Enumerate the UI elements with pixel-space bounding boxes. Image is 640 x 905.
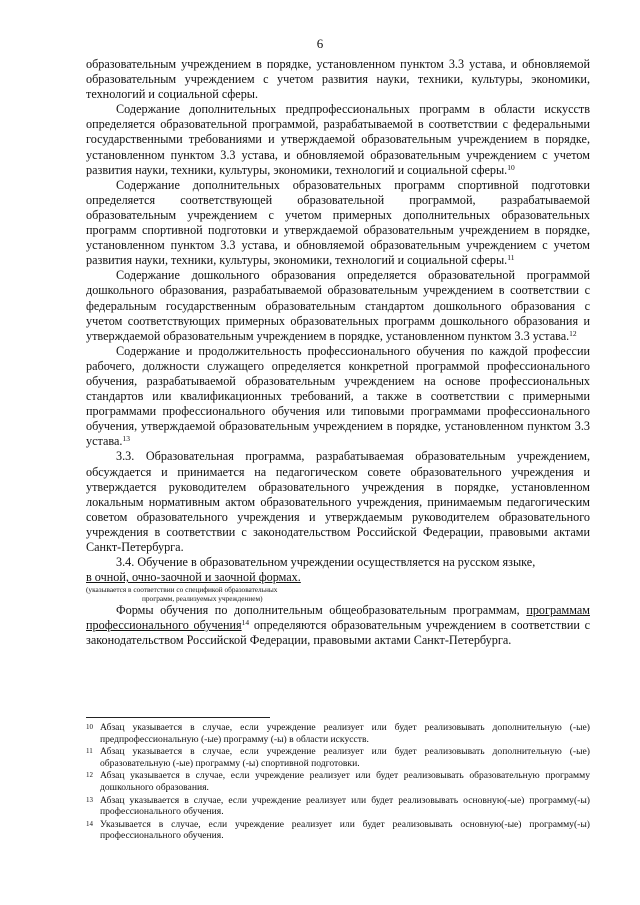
footnote-11 [86, 746, 590, 769]
footnote-text: Абзац указывается в случае, если учреждение реализует или будет реализовывать дополнительную (-ые) образовательную (-ые) программу (-ы) спортивной подготовки. [100, 746, 590, 769]
paragraph-preschool: Содержание дошкольного образования определяется образовательной программой дошкольного образования, разрабатываемой образовательным учреждением в соответствии с федеральным государственным образовательным стандартом дошкольного образования с учетом соответствующих примерных образовательных программ дошкольного образования и утверждаемой образовательным учреждением в порядке, установленном пунктом 3.3 устава.$^{12}$ [86, 268, 590, 343]
footnote-13 [86, 795, 590, 818]
footnote-ref-10: 10 [507, 162, 515, 172]
paragraph-3-3: 3.3. Образовательная программа, разрабатываемая образовательным учреждением, обсуждается и принимается на педагогическом совете образовательного учреждения и утверждается руководителем образовательного учреждения в порядке, установленном локальным нормативным актом образовательного учреждения, принимаемым педагогическим советом образовательного учреждения и утверждаемым руководителем образовательного учреждения в соответствии с законодательством Российской Федерации, правовыми актами Санкт-Петербурга. [86, 449, 590, 554]
footnote-number: 12 [86, 771, 93, 780]
footnote-ref-11: 11 [507, 253, 515, 263]
field-hint [86, 585, 590, 603]
footnote-ref-13: 13 [122, 434, 130, 444]
paragraph-3-4-forms [86, 570, 590, 585]
footnote-number: 13 [86, 795, 93, 804]
paragraph-continuation: образовательным учреждением в порядке, установленном пунктом 3.3 устава, и обновляемой образовательным учреждением с учетом развития науки, техники, культуры, экономики, технологий и социальной сферы. [86, 57, 590, 102]
paragraph-sports-programs: Содержание дополнительных образовательных программ спортивной подготовки определяется соответствующей образовательной программой, разрабатываемой образовательным учреждением с учетом примерных дополнительных образовательных программ спортивной подготовки и утверждаемой образовательным учреждением в порядке, установленном пунктом 3.3 устава, и обновляемой образовательным учреждением с учетом развития науки, техники, культуры, экономики, технологий и социальной сферы.$^{11}$ [86, 177, 590, 268]
footnote-text: Абзац указывается в случае, если учреждение реализует или будет реализовывать основную(-ые) программу(-ы) профессионального обучения. [100, 794, 590, 818]
paragraph-arts-programs: Содержание дополнительных предпрофессиональных программ в области искусств определяется образовательной программой, разрабатываемой в соответствии с федеральными государственными требованиями и утверждаемой образовательным учреждением в порядке, установленном пунктом 3.3 устава, и обновляемой образовательным учреждением с учетом развития науки, техники, культуры, экономики, технологий и социальной сферы.$^{10}$ [86, 102, 590, 177]
study-forms-field: в очной, очно-заочной и заочной формах. [86, 570, 301, 585]
paragraph-3-4: 3.4. Обучение в образовательном учреждении осуществляется на русском языке, [116, 555, 536, 570]
field-hint-line-1: (указывается в соответствии со спецификой образовательных [86, 585, 278, 595]
footnote-text: Абзац указывается в случае, если учреждение реализует или будет реализовывать дополнительную (-ые) предпрофессиональную (-ые) программу (-ы) в области искусств. [100, 722, 590, 745]
footnote-text: Указывается в случае, если учреждение реализует или будет реализовывать основную(-ые) программу(-ы) профессионального обучения. [100, 818, 590, 842]
underlined-professional-programs: программам профессионального обучения [86, 603, 590, 633]
footnote-10 [86, 722, 590, 745]
footnotes [86, 722, 590, 843]
footnote-number: 11 [86, 747, 93, 756]
footnote-number: 14 [86, 819, 93, 828]
footnote-number: 10 [86, 723, 93, 731]
footnote-ref-14: 14 [241, 618, 250, 628]
paragraph-forms-of-study: Формы обучения по дополнительным общеобразовательным программам, программам профессионального обучения$^{14}$ определяются образовательным учреждением в соответствии с законодательством Российской Федерации, правовыми актами Санкт-Петербурга. [86, 603, 591, 648]
footnote-14 [86, 819, 590, 842]
field-hint-line-2: программ, реализуемых учреждением) [142, 594, 263, 604]
footnote-text: Абзац указывается в случае, если учреждение реализует или будет реализовывать образовательную программу дошкольного образования. [100, 770, 590, 793]
footnote-separator [86, 717, 270, 718]
paragraph-professional-training: Содержание и продолжительность профессионального обучения по каждой профессии рабочего, должности служащего определяется конкретной программой профессионального обучения, разрабатываемой образовательным учреждением на основе профессиональных стандартов или квалификационных требований, а также в соответствии с примерными программами профессионального обучения или типовыми программами профессионального обучения, утверждаемой образовательным учреждением в порядке, установленном пунктом 3.3 устава.$^{13}$ [86, 343, 590, 449]
footnote-ref-12: 12 [569, 328, 577, 338]
document-body [86, 57, 590, 649]
footnote-12 [86, 770, 590, 793]
page-number: 6 [316, 36, 324, 51]
